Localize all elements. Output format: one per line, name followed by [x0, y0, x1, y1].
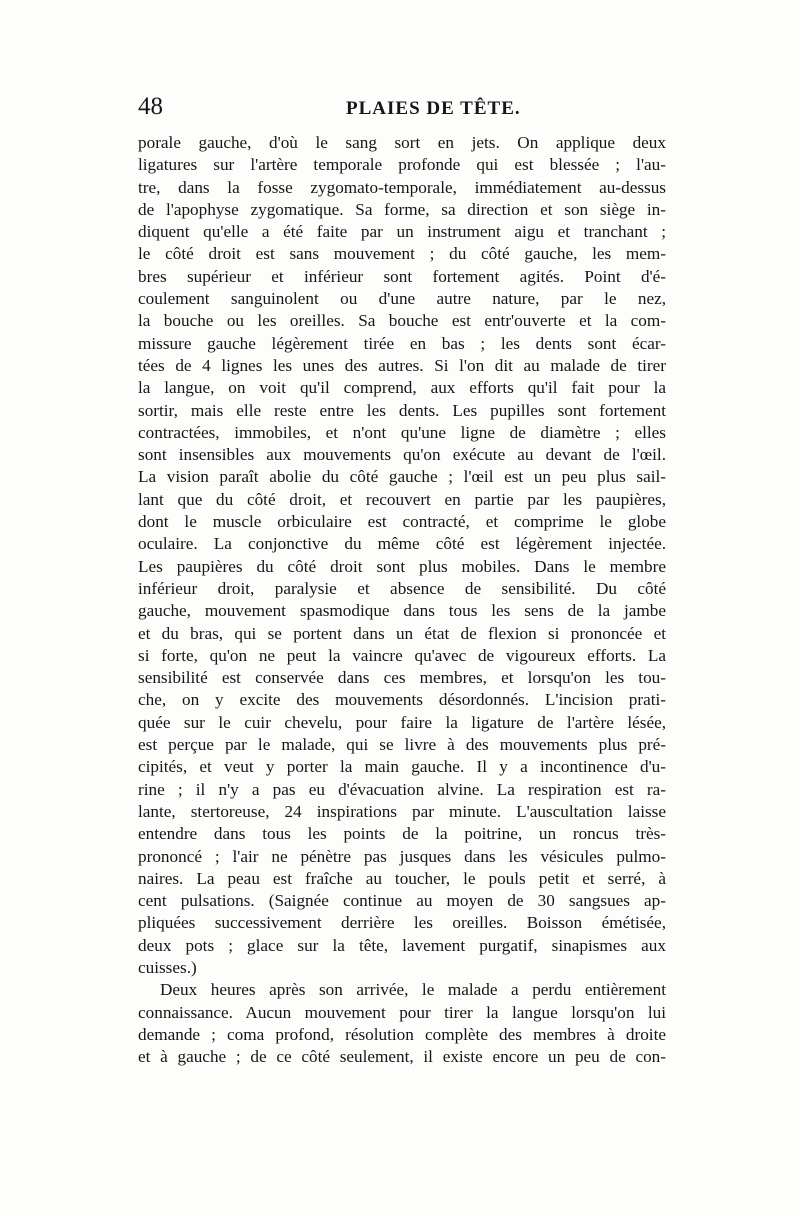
- text-line: gauche, mouvement spasmodique dans tous les sens de la jambe: [138, 601, 666, 621]
- text-line: che, on y excite des mouvements désordonnés. L'incision prati-: [138, 690, 666, 710]
- text-line: sensibilité est conservée dans ces membres, et lorsqu'on les tou-: [138, 668, 666, 688]
- page-number: 48: [138, 93, 163, 120]
- running-title: PLAIES DE TÊTE.: [346, 98, 521, 119]
- text-line: cent pulsations. (Saignée continue au moyen de 30 sangsues ap-: [138, 891, 666, 911]
- running-header: [138, 92, 668, 122]
- text-line: sont insensibles aux mouvements qu'on exécute au devant de l'œil.: [138, 445, 666, 465]
- body-text: [138, 132, 666, 1068]
- text-line: demande ; coma profond, résolution complète des membres à droite: [138, 1024, 666, 1044]
- text-line: bres supérieur et inférieur sont fortement agités. Point d'é-: [138, 266, 666, 286]
- text-line: sortir, mais elle reste entre les dents. Les pupilles sont fortement: [138, 400, 666, 420]
- text-line: prononcé ; l'air ne pénètre pas jusques dans les vésicules pulmo-: [138, 846, 666, 866]
- text-line: de l'apophyse zygomatique. Sa forme, sa direction et son siège in-: [138, 199, 666, 219]
- text-line: lant que du côté droit, et recouvert en partie par les paupières,: [138, 489, 666, 509]
- text-line: la langue, on voit qu'il comprend, aux efforts qu'il fait pour la: [138, 378, 666, 398]
- text-line: pliquées successivement derrière les oreilles. Boisson émétisée,: [138, 913, 666, 933]
- text-line: contractées, immobiles, et n'ont qu'une ligne de diamètre ; elles: [138, 422, 666, 442]
- text-line: inférieur droit, paralysie et absence de sensibilité. Du côté: [138, 578, 666, 598]
- text-line: rine ; il n'y a pas eu d'évacuation alvine. La respiration est ra-: [138, 779, 666, 799]
- text-line: missure gauche légèrement tirée en bas ; les dents sont écar-: [138, 333, 666, 353]
- text-line: ligatures sur l'artère temporale profonde qui est blessée ; l'au-: [138, 155, 666, 175]
- text-line: Les paupières du côté droit sont plus mobiles. Dans le membre: [138, 556, 666, 576]
- text-line: coulement sanguinolent ou d'une autre nature, par le nez,: [138, 289, 666, 309]
- paragraph-2: [138, 979, 666, 1068]
- text-line: entendre dans tous les points de la poitrine, un roncus très-: [138, 824, 666, 844]
- text-line: cipités, et veut y porter la main gauche. Il y a incontinence d'u-: [138, 757, 666, 777]
- text-line: oculaire. La conjonctive du même côté est légèrement injectée.: [138, 534, 666, 554]
- text-line: et du bras, qui se portent dans un état de flexion si prononcée et: [138, 623, 666, 643]
- text-line: et à gauche ; de ce côté seulement, il existe encore un peu de con-: [138, 1047, 666, 1067]
- text-line: si forte, qu'on ne peut la vaincre qu'avec de vigoureux efforts. La: [138, 645, 666, 665]
- text-line: quée sur le cuir chevelu, pour faire la ligature de l'artère lésée,: [138, 712, 666, 732]
- text-line: est perçue par le malade, qui se livre à des mouvements plus pré-: [138, 735, 666, 755]
- text-line: deux pots ; glace sur la tête, lavement purgatif, sinapismes aux: [138, 935, 666, 955]
- text-line: tées de 4 lignes les unes des autres. Si l'on dit au malade de tirer: [138, 355, 666, 375]
- text-line: tre, dans la fosse zygomato-temporale, immédiatement au-dessus: [138, 177, 666, 197]
- text-line: le côté droit est sans mouvement ; du côté gauche, les mem-: [138, 244, 666, 264]
- text-line: la bouche ou les oreilles. Sa bouche est entr'ouverte et la com-: [138, 311, 666, 331]
- text-line: lante, stertoreuse, 24 inspirations par minute. L'auscultation laisse: [138, 801, 666, 821]
- text-line: cuisses.): [138, 957, 197, 977]
- text-line: porale gauche, d'où le sang sort en jets. On applique deux: [138, 133, 666, 152]
- text-line: Deux heures après son arrivée, le malade a perdu entièrement: [160, 980, 666, 1000]
- text-line: diquent qu'elle a été faite par un instrument aigu et tranchant ;: [138, 222, 666, 242]
- text-line: naires. La peau est fraîche au toucher, le pouls petit et serré, à: [138, 868, 666, 888]
- text-line: connaissance. Aucun mouvement pour tirer la langue lorsqu'on lui: [138, 1002, 666, 1022]
- text-line: La vision paraît abolie du côté gauche ; l'œil est un peu plus sail-: [138, 467, 666, 487]
- paragraph-1: [138, 132, 666, 979]
- text-line: dont le muscle orbiculaire est contracté, et comprime le globe: [138, 512, 666, 532]
